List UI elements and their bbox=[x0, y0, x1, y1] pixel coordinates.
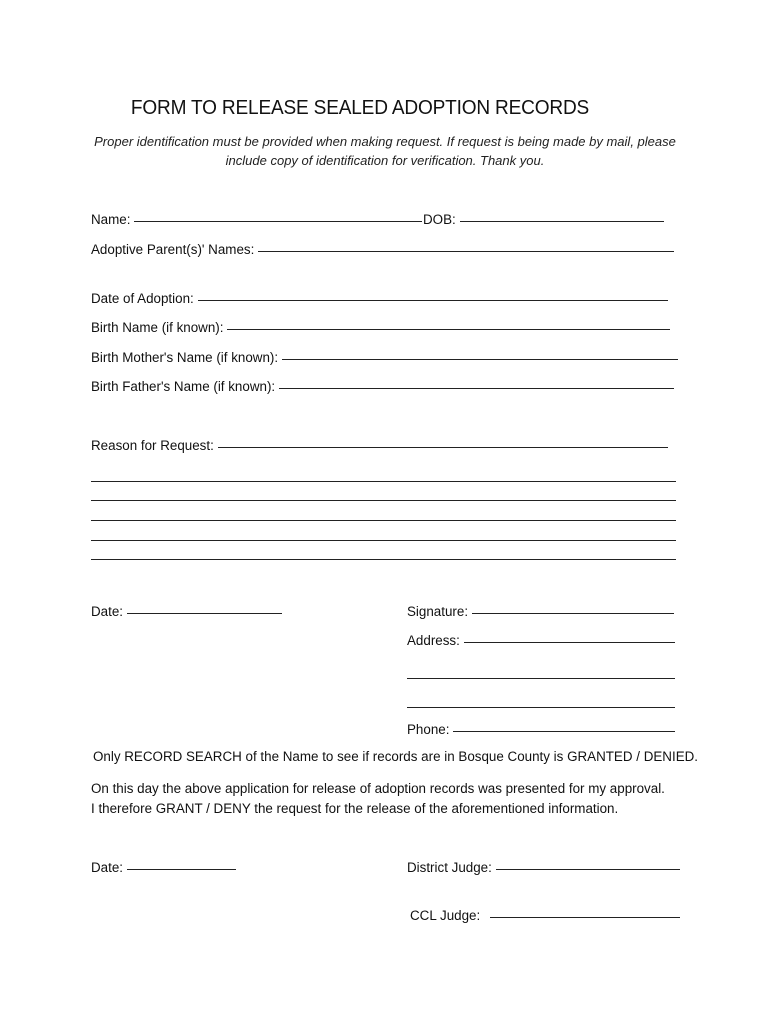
phone-label: Phone: bbox=[407, 722, 450, 737]
birth-mother-field[interactable] bbox=[282, 358, 678, 360]
signature-label: Signature: bbox=[407, 604, 469, 619]
form-title: FORM TO RELEASE SEALED ADOPTION RECORDS bbox=[130, 96, 590, 119]
birth-mother-row bbox=[91, 350, 678, 365]
reason-line-5[interactable] bbox=[91, 559, 676, 560]
date-of-adoption-row bbox=[91, 291, 668, 306]
applicant-date-field[interactable] bbox=[127, 612, 282, 614]
address-row bbox=[407, 633, 675, 648]
district-judge-label: District Judge: bbox=[407, 860, 492, 875]
approval-line-1: On this day the above application for release of adoption records was presented for my approval. bbox=[91, 781, 665, 796]
reason-line-3[interactable] bbox=[91, 520, 676, 521]
district-judge-field[interactable] bbox=[496, 868, 680, 870]
reason-line-2[interactable] bbox=[91, 500, 676, 501]
applicant-date-label: Date: bbox=[91, 604, 124, 619]
ccl-judge-label: CCL Judge: bbox=[410, 908, 481, 923]
phone-field[interactable] bbox=[453, 730, 675, 732]
birth-father-row bbox=[91, 379, 674, 394]
dob-row bbox=[423, 212, 664, 227]
reason-field[interactable] bbox=[218, 446, 668, 448]
signature-field[interactable] bbox=[472, 612, 674, 614]
ccl-judge-row bbox=[410, 908, 680, 923]
phone-row bbox=[407, 722, 675, 737]
address-label: Address: bbox=[407, 633, 460, 648]
intro-line-2: include copy of identification for verification. Thank you. bbox=[225, 153, 545, 168]
name-label: Name: bbox=[91, 212, 131, 227]
date-of-adoption-label: Date of Adoption: bbox=[91, 291, 194, 306]
dob-label: DOB: bbox=[423, 212, 456, 227]
ccl-judge-field[interactable] bbox=[490, 916, 680, 918]
approval-line-2: I therefore GRANT / DENY the request for the release of the aforementioned information. bbox=[91, 801, 619, 816]
name-field[interactable] bbox=[134, 220, 422, 222]
judge-date-field[interactable] bbox=[127, 868, 236, 870]
birth-father-label: Birth Father's Name (if known): bbox=[91, 379, 276, 394]
adoptive-parents-row bbox=[91, 242, 674, 257]
birth-name-field[interactable] bbox=[227, 328, 670, 330]
date-of-adoption-field[interactable] bbox=[198, 299, 668, 301]
applicant-date-row bbox=[91, 604, 282, 619]
judge-date-label: Date: bbox=[91, 860, 124, 875]
reason-row bbox=[91, 438, 668, 453]
intro-line-1: Proper identification must be provided when making request. If request is being made by mail, please bbox=[94, 134, 676, 149]
signature-row bbox=[407, 604, 674, 619]
address-line-3[interactable] bbox=[407, 707, 675, 708]
birth-father-field[interactable] bbox=[279, 387, 674, 389]
judge-date-row bbox=[91, 860, 236, 875]
reason-line-4[interactable] bbox=[91, 540, 676, 541]
address-line-2[interactable] bbox=[407, 678, 675, 679]
record-search-statement: Only RECORD SEARCH of the Name to see if records are in Bosque County is GRANTED / DENIED. bbox=[93, 749, 699, 764]
district-judge-row bbox=[407, 860, 680, 875]
birth-name-row bbox=[91, 320, 670, 335]
address-field[interactable] bbox=[464, 641, 675, 643]
adoptive-parents-label: Adoptive Parent(s)' Names: bbox=[91, 242, 255, 257]
adoptive-parents-field[interactable] bbox=[258, 250, 674, 252]
reason-label: Reason for Request: bbox=[91, 438, 214, 453]
reason-line-1[interactable] bbox=[91, 481, 676, 482]
dob-field[interactable] bbox=[460, 220, 664, 222]
name-row bbox=[91, 212, 422, 227]
birth-name-label: Birth Name (if known): bbox=[91, 320, 224, 335]
birth-mother-label: Birth Mother's Name (if known): bbox=[91, 350, 279, 365]
